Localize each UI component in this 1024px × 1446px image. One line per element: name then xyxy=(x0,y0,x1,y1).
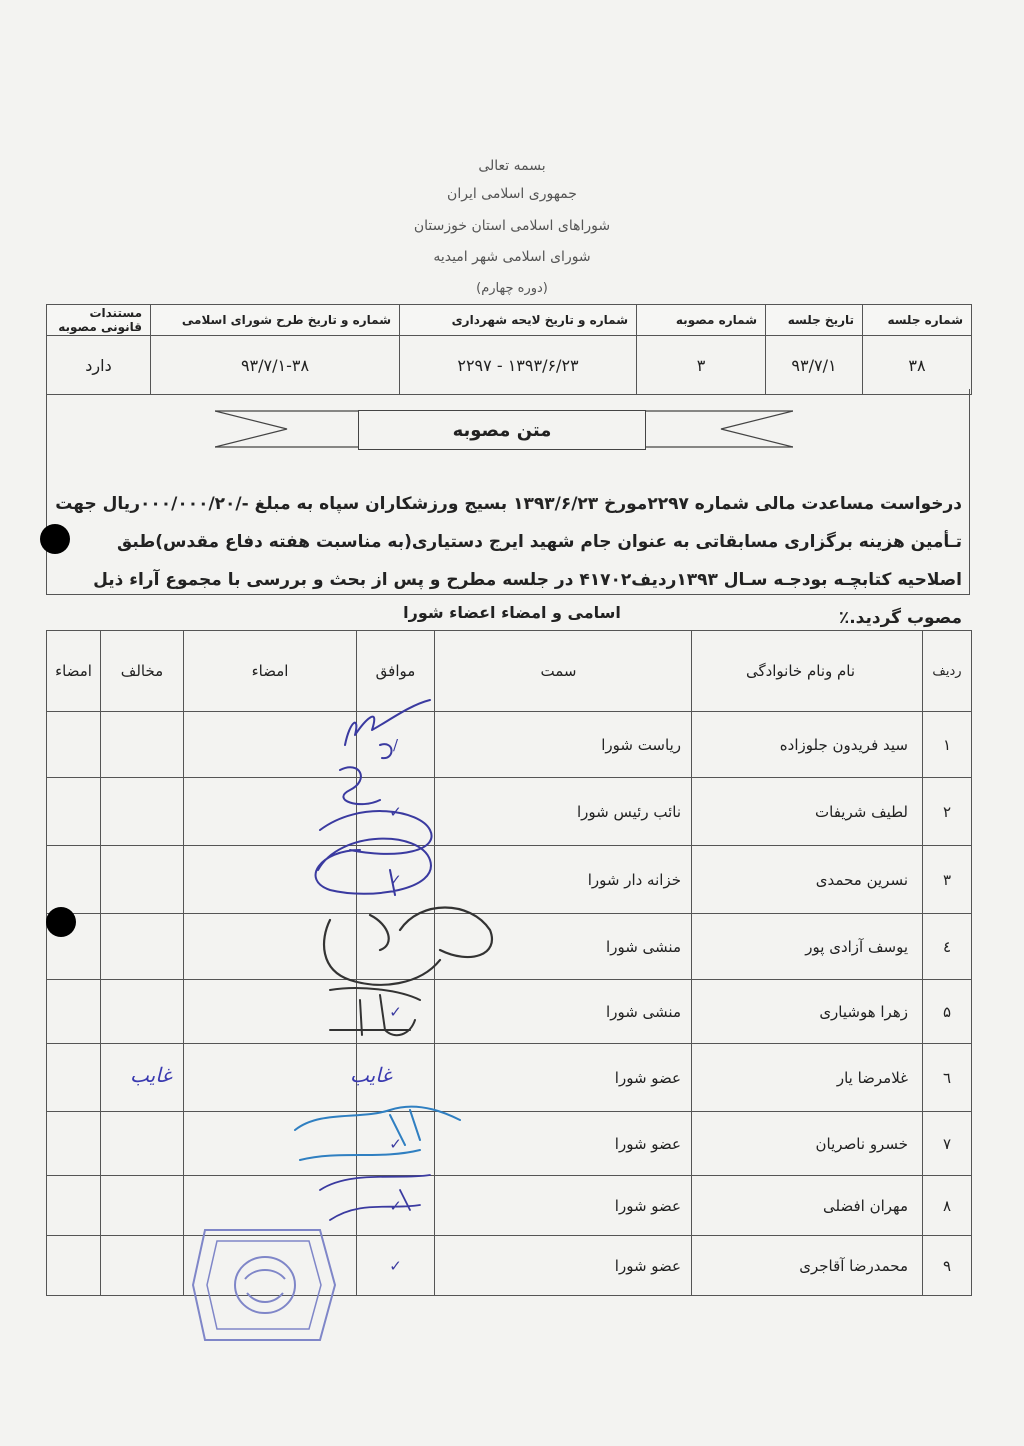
member-idx: ۱ xyxy=(923,712,972,778)
member-name: غلامرضا یار xyxy=(692,1044,923,1112)
member-idx: ٦ xyxy=(923,1044,972,1112)
member-agree-mark: ✓ xyxy=(357,1112,435,1176)
member-role: ریاست شورا xyxy=(435,712,692,778)
member-role: منشی شورا xyxy=(435,980,692,1044)
member-agree-mark: ✓ xyxy=(357,846,435,914)
members-header-idx: ردیف xyxy=(923,631,972,712)
meta-header-session-date: تاریخ جلسه xyxy=(766,305,863,336)
resolution-text: درخواست مساعدت مالی شماره ۲۲۹۷مورخ ۱۳۹۳/۶/۲۳ بسیج ورزشکاران سپاه به مبلغ -/۰۰۰/۰۰۰/۲۰ریال جهت تـأمین هزینه برگزاری مسابقاتی به عنوان جام شهید ایرج دستیاری(به مناسبت هفته دفاع مقدس)طبق اصلاحیه کتابچـه بودجـه سـال ۱۳۹۳ردیف۴۱۷۰۲ در جلسه مطرح و پس از بحث و بررسی با مجموع آراء ذیل مصوب گردید.٪ xyxy=(55,494,962,628)
member-name: خسرو ناصریان xyxy=(692,1112,923,1176)
header-country: جمهوری اسلامی ایران xyxy=(447,186,577,202)
members-title: اسامی و امضاء اعضاء شورا xyxy=(403,603,621,622)
resolution-title: متن مصوبه xyxy=(358,410,646,450)
member-name: یوسف آزادی پور xyxy=(692,914,923,980)
member-agree-mark: ✓ xyxy=(357,1176,435,1236)
punch-hole-bottom xyxy=(46,907,76,937)
members-header-signature2: امضاء xyxy=(47,631,101,712)
meta-bill: ۱۳۹۳/۶/۲۳ - ۲۲۹۷ xyxy=(400,336,637,395)
header-term: (دوره چهارم) xyxy=(476,281,548,296)
member-role: عضو شورا xyxy=(435,1236,692,1296)
member-idx: ٤ xyxy=(923,914,972,980)
meta-legal-docs: دارد xyxy=(47,336,151,395)
member-name: مهران افضلی xyxy=(692,1176,923,1236)
member-name: نسرین محمدی xyxy=(692,846,923,914)
member-idx: ۹ xyxy=(923,1236,972,1296)
member-agree-mark: / xyxy=(357,712,435,778)
member-name: محمدرضا آقاجری xyxy=(692,1236,923,1296)
members-header-name: نام ونام خانوادگی xyxy=(692,631,923,712)
header-province-councils: شوراهای اسلامی استان خوزستان xyxy=(413,218,611,234)
member-idx: ۵ xyxy=(923,980,972,1044)
member-idx: ۳ xyxy=(923,846,972,914)
members-header-agree: موافق xyxy=(357,631,435,712)
member-role: خزانه دار شورا xyxy=(435,846,692,914)
member-role: منشی شورا xyxy=(435,914,692,980)
absent-signature-mark: غایب xyxy=(350,1063,392,1087)
absent-signature2-mark: غایب xyxy=(130,1063,172,1087)
meta-session-date: ۹۳/۷/۱ xyxy=(766,336,863,395)
meta-header-resolution-number: شماره مصوبه xyxy=(637,305,766,336)
member-role: نائب رئیس شورا xyxy=(435,778,692,846)
members-header-signature: امضاء xyxy=(184,631,357,712)
member-role: عضو شورا xyxy=(435,1044,692,1112)
members-header-role: سمت xyxy=(435,631,692,712)
punch-hole-top xyxy=(40,524,70,554)
member-idx: ۸ xyxy=(923,1176,972,1236)
members-header-oppose: مخالف xyxy=(101,631,184,712)
meta-plan: ۹۳/۷/۱-۳۸ xyxy=(151,336,400,395)
meta-header-session-number: شماره جلسه xyxy=(863,305,972,336)
member-role: عضو شورا xyxy=(435,1112,692,1176)
member-name: زهرا هوشیاری xyxy=(692,980,923,1044)
member-agree-mark: ✓ xyxy=(357,778,435,846)
meta-session-number: ۳۸ xyxy=(863,336,972,395)
member-name: سید فریدون جلوزاده xyxy=(692,712,923,778)
member-name: لطیف شریفات xyxy=(692,778,923,846)
member-agree-mark: ✓ xyxy=(357,980,435,1044)
meta-header-legal-docs: مستندات قانونی مصوبه xyxy=(47,305,151,336)
member-agree-mark: ✓ xyxy=(357,1236,435,1296)
header-basmala: بسمه تعالی xyxy=(478,158,546,174)
meta-header-plan: شماره و تاریخ طرح شورای اسلامی xyxy=(151,305,400,336)
meta-header-bill: شماره و تاریخ لایحه شهرداری xyxy=(400,305,637,336)
member-idx: ۷ xyxy=(923,1112,972,1176)
member-role: عضو شورا xyxy=(435,1176,692,1236)
meta-resolution-number: ۳ xyxy=(637,336,766,395)
member-idx: ۲ xyxy=(923,778,972,846)
header-city-council: شورای اسلامی شهر امیدیه xyxy=(433,249,591,265)
